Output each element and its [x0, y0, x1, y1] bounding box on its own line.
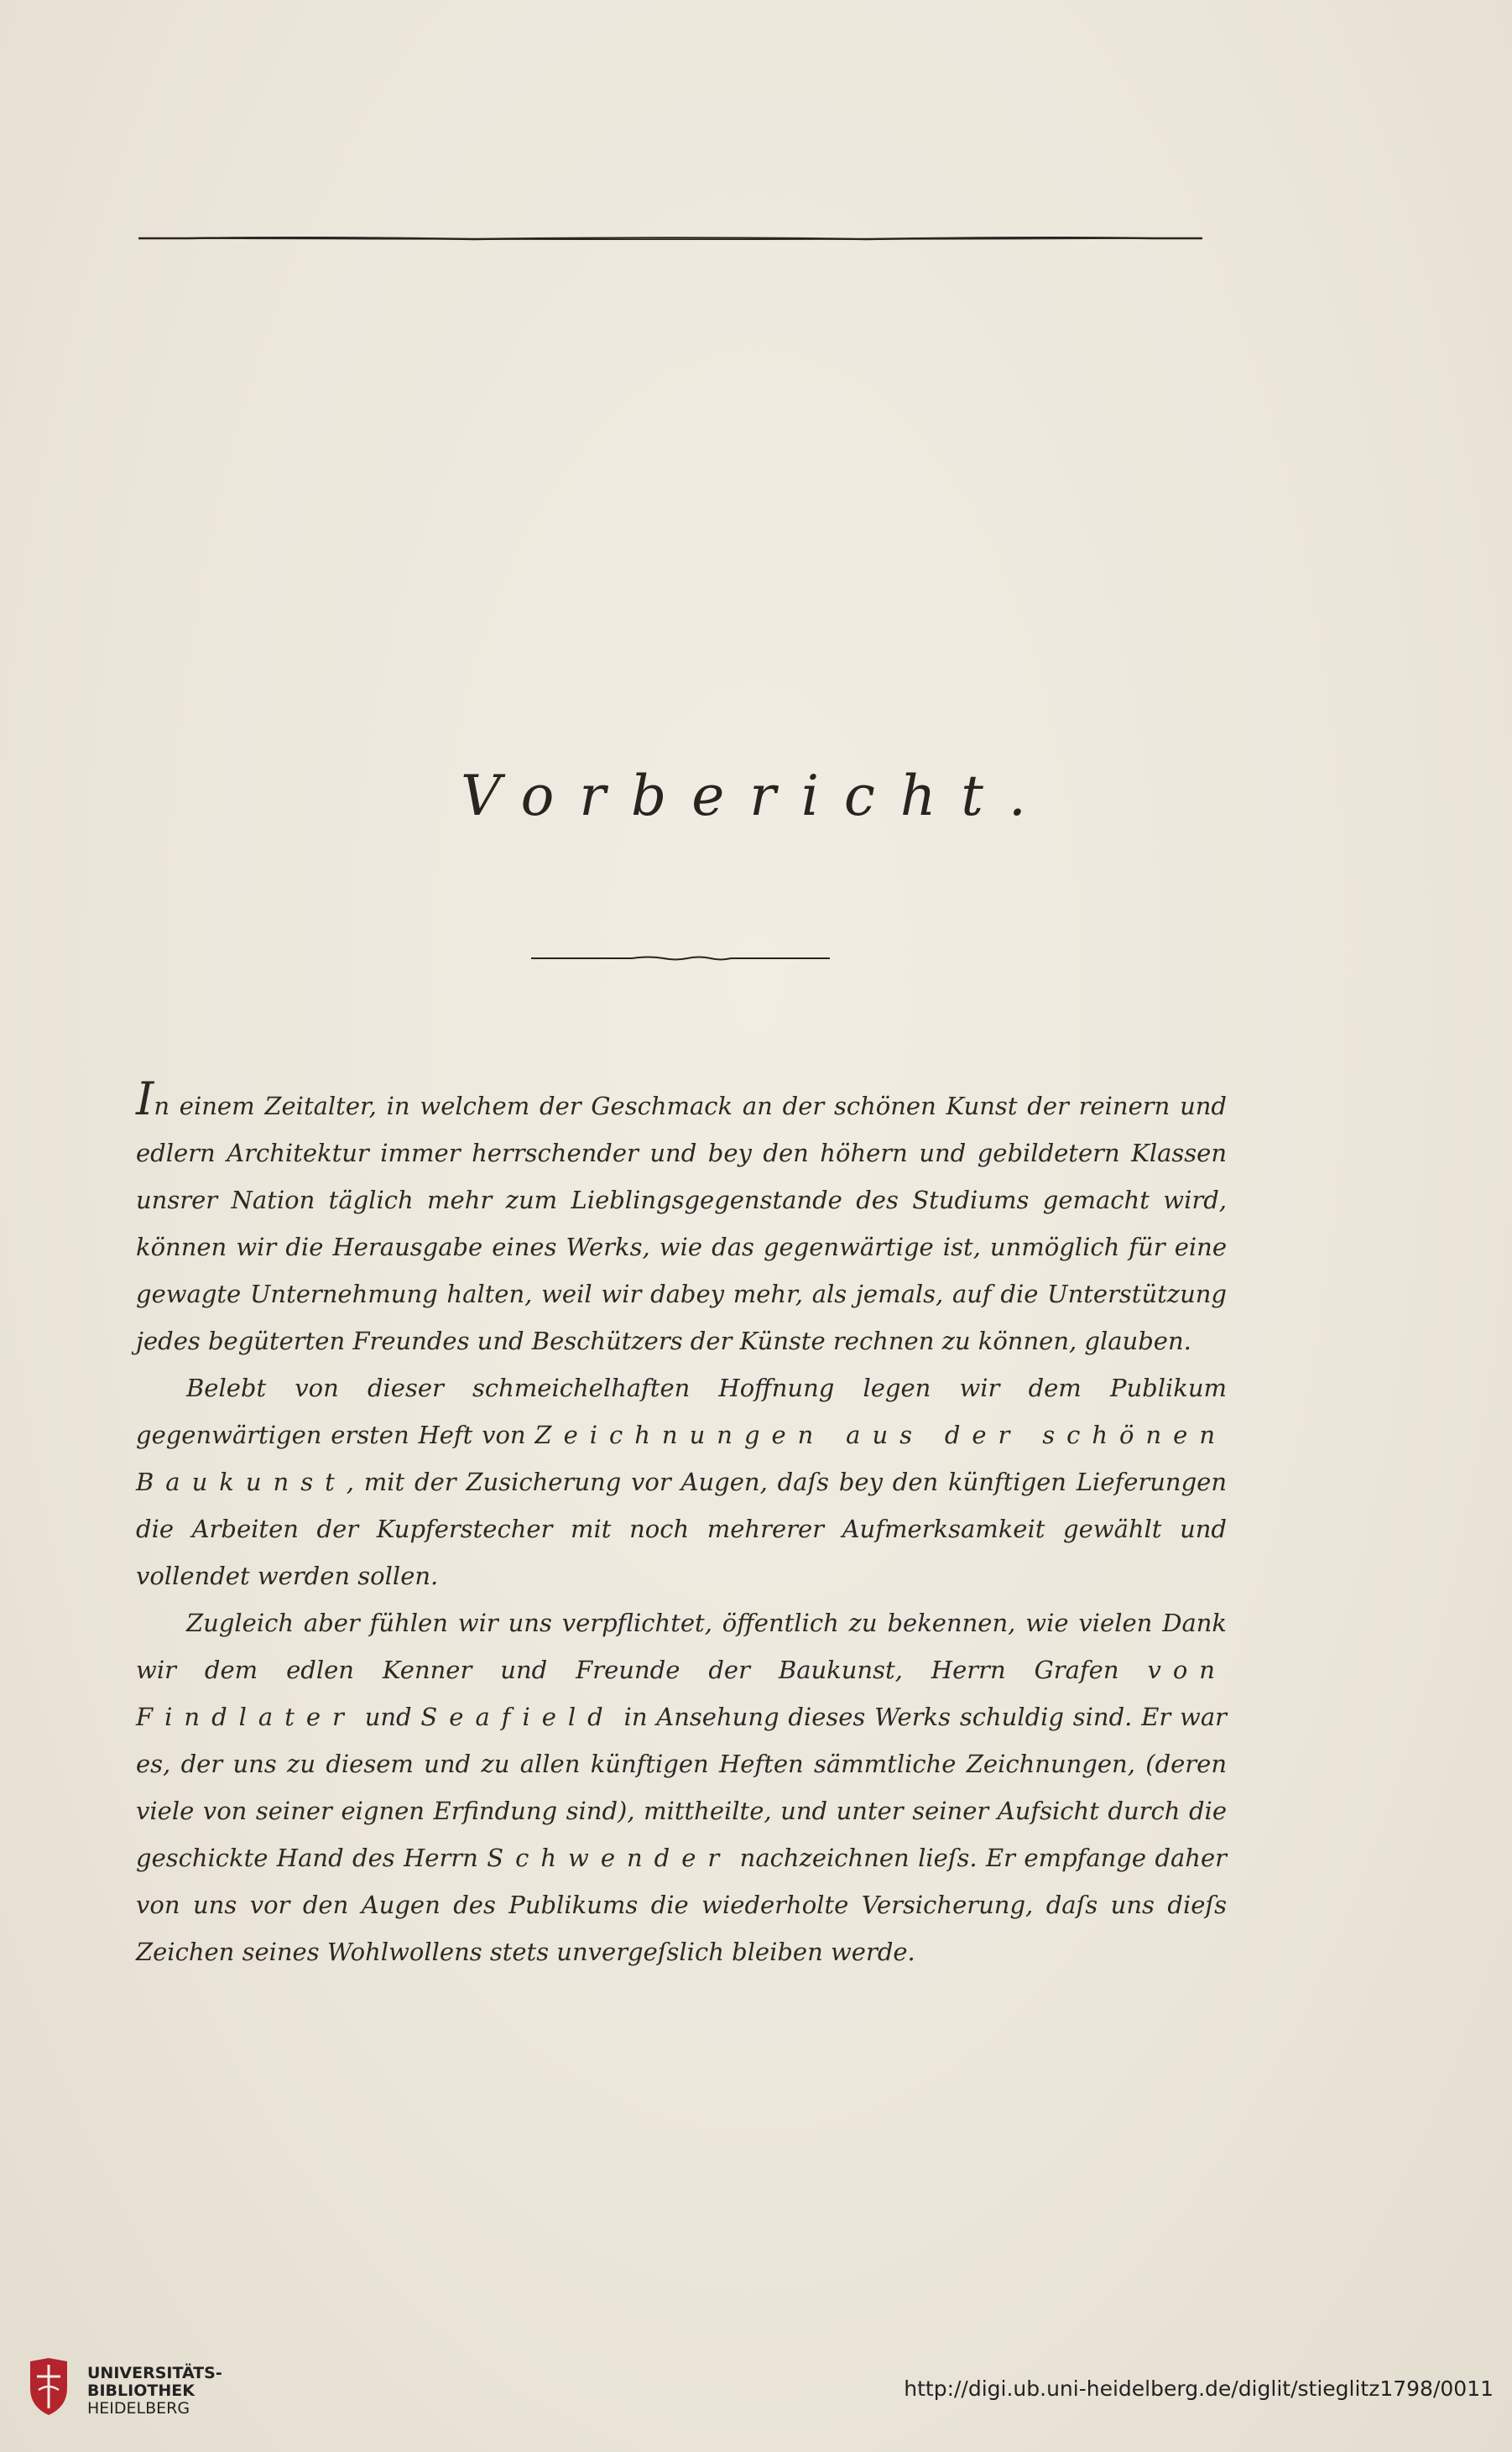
library-line-3: HEIDELBERG [87, 2399, 190, 2418]
library-line-1: UNIVERSITÄTS- [87, 2364, 222, 2382]
preface-text [136, 1072, 1228, 1975]
work-title-spaced: Zeichnungen aus der schönen Baukunst [136, 1421, 1227, 1496]
paragraph-3-part-d: nachzeichnen lieſs. Er empfange daher von uns vor den Augen des Publikums die wiederholte Versicherung, daſs uns dieſs Zeichen seines Wohlwollens stets unvergeſslich bleiben werde. [136, 1844, 1227, 1966]
paragraph-1 [136, 1072, 1227, 1364]
library-name [87, 2365, 222, 2418]
paragraph-3-part-c: in Ansehung dieses Werks schuldig sind. Er war es, der uns zu diesem und zu allen künftigen Heften sämmtliche Zeichnungen, (deren viele von seiner eignen Erfindung sind), mittheilte, und unter seiner Aufsicht durch die geschickte Hand des Herrn [136, 1703, 1228, 1872]
paragraph-3 [136, 1599, 1227, 1975]
paragraph-2-part-b: , mit der Zusicherung vor Augen, daſs bey den künftigen Lieferungen die Arbeiten der Kupferstecher mit noch mehrerer Aufmerksamkeit gewählt und vollendet werden sollen. [136, 1468, 1227, 1590]
name-schwender: Schwender [487, 1844, 732, 1872]
page-title: Vorbericht. [461, 764, 1051, 828]
library-logo-icon [23, 2356, 74, 2417]
library-line-2: BIBLIOTHEK [87, 2382, 195, 2400]
drop-cap: I [136, 1072, 154, 1125]
top-ornamental-rule [138, 236, 1202, 241]
name-findlater: von Findlater [136, 1656, 1227, 1731]
paragraph-3-part-b: und [355, 1703, 421, 1731]
paragraph-1-text: n einem Zeitalter, in welchem der Geschmack an der schönen Kunst der reinern und edlern Architektur immer herrschender und bey den höhern und gebildetern Klassen unsrer Nation täglich mehr zum Lieblingsgegenstande des Studiums gemacht wird, können wir die Herausgabe eines Werks, wie das gegenwärtige ist, unmöglich für eine gewagte Unternehmung halten, weil wir dabey mehr, als jemals, auf die Unterstützung jedes begüterten Freundes und Beschützers der Künste rechnen zu können, glauben. [136, 1092, 1227, 1355]
paragraph-3-part-a: Zugleich aber fühlen wir uns verpflichtet, öffentlich zu bekennen, wie vielen Dank wir dem edlen Kenner und Freunde der Baukunst, Herrn Grafen [136, 1609, 1227, 1684]
title-ornamental-rule [531, 955, 830, 962]
name-seafield: Seafield [420, 1703, 615, 1731]
paragraph-2-part-a: Belebt von dieser schmeichelhaften Hoffnung legen wir dem Publikum gegenwärtigen ersten Heft von [136, 1374, 1227, 1449]
source-url-link[interactable]: http://digi.ub.uni-heidelberg.de/diglit/stieglitz1798/0011 [904, 2376, 1494, 2401]
paragraph-2 [136, 1364, 1227, 1599]
